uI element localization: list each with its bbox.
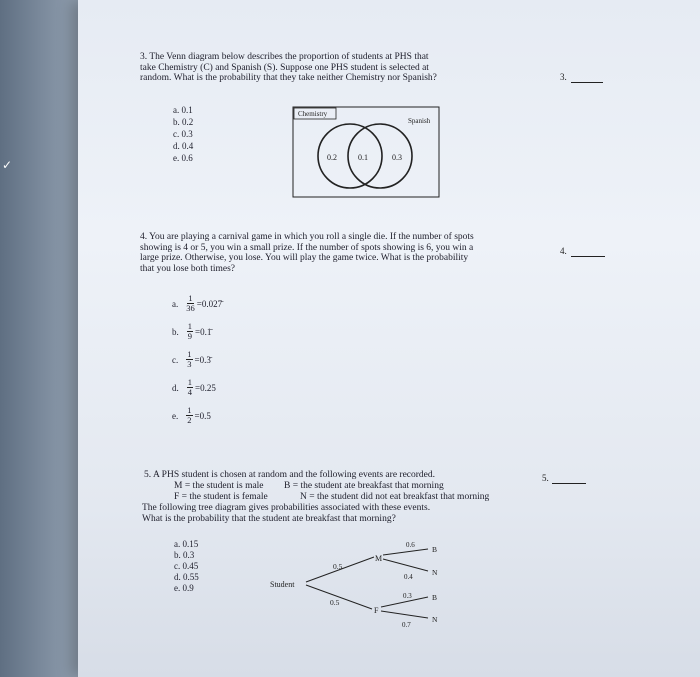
tree-prob-f-n: 0.7 [402,621,411,629]
q5-def-no-breakfast: N = the student did not eat breakfast that morning [300,492,490,502]
tree-branch-m-b [383,549,428,555]
q4-option-c[interactable] [172,350,211,369]
tree-leaf-f-n: N [432,615,438,624]
q4-option-c-fraction: $\frac{1}{3}$ [187,349,192,369]
q4-option-d-value: =0.25 [195,382,216,393]
tree-branch-f-n [381,611,428,618]
tree-prob-m-b: 0.6 [406,541,415,549]
tree-prob-male: 0.5 [333,562,343,571]
q5-prompt-2: The following tree diagram gives probabilities associated with these events. What is the probability that the student ate breakfast that morning? [142,503,431,524]
q4-option-e-value: =0.5 [194,410,211,421]
q3-option-b[interactable]: b. 0.2 [173,117,194,127]
q5-prompt: 5. A PHS student is chosen at random and the following events are recorded. [144,470,436,480]
q4-option-a-fraction: $\frac{1}{36}$ [186,293,195,313]
q4-option-d[interactable] [172,378,216,397]
q3-answer-number: 3. [560,72,567,82]
q5-option-e[interactable]: e. 0.9 [174,583,194,593]
q4-option-b-value: =0.1̄ [195,326,212,337]
q4-prompt: 4. You are playing a carnival game in which you roll a single die. If the number of spots showing is 4 or 5, you win a small prize. If the number of spots showing is 6, you win a large prize. Otherwise, you lose. You will play the game twice. What is the probability that you lose both times? [140,232,474,274]
q4-answer-number: 4. [560,246,567,256]
q4-answer-blank[interactable] [571,256,605,257]
q5-option-d[interactable]: d. 0.55 [174,572,199,582]
q4-option-d-letter: d. [172,382,179,393]
q5-def-female: F = the student is female [174,492,268,502]
q4-option-e-fraction: $\frac{1}{2}$ [187,405,192,425]
tree-node-female: F [374,606,379,615]
venn-label-chemistry: Chemistry [298,110,328,118]
tree-prob-f-b: 0.3 [403,592,412,600]
tree-node-male: M [375,554,383,563]
venn-diagram [292,106,442,200]
tree-prob-female: 0.5 [330,598,340,607]
q3-option-c[interactable]: c. 0.3 [173,129,193,139]
q4-option-b-letter: b. [172,326,179,337]
q5-answer-number: 5. [542,473,549,483]
venn-label-spanish: Spanish [408,117,431,125]
q4-option-a[interactable] [172,294,222,313]
q5-answer-blank[interactable] [552,483,586,484]
venn-value-only-spanish: 0.3 [392,153,402,162]
q3-option-d[interactable]: d. 0.4 [173,141,194,151]
tree-leaf-f-b: B [432,593,438,602]
q4-option-b[interactable] [172,322,211,341]
q3-prompt: 3. The Venn diagram below describes the proportion of students at PHS that take Chemistry (C) and Spanish (S). Suppose one PHS student is selected at random. What is the probability that they take neither Chemistry nor Spanish? [140,52,437,83]
tree-prob-m-n: 0.4 [404,573,413,581]
q4-option-b-fraction: $\frac{1}{9}$ [187,321,192,341]
tree-leaf-m-n: N [432,568,438,577]
q5-option-b[interactable]: b. 0.3 [174,550,195,560]
q5-options [174,539,199,594]
q5-option-c[interactable]: c. 0.45 [174,561,199,571]
q3-options [173,104,193,164]
q4-option-d-fraction: $\frac{1}{4}$ [187,377,192,397]
q4-option-c-value: =0.3̄ [194,354,211,365]
tree-root-student: Student [270,580,295,589]
tree-branch-m-n [383,559,428,571]
tree-diagram [268,535,458,630]
q4-option-e-letter: e. [172,410,179,421]
q5-def-breakfast: B = the student ate breakfast that morning [284,481,444,491]
q5-option-a[interactable]: a. 0.15 [174,539,199,549]
q4-option-e[interactable] [172,406,211,425]
q3-answer-blank[interactable] [571,82,603,83]
q4-option-a-value: =0.027̄ [196,298,223,309]
q3-option-e[interactable]: e. 0.6 [173,153,193,163]
q3-option-a[interactable]: a. 0.1 [173,105,193,115]
worksheet-page [78,0,700,677]
tree-leaf-m-b: B [432,545,438,554]
q5-def-male: M = the student is male [174,481,264,491]
venn-value-only-chemistry: 0.2 [327,153,337,162]
q4-option-a-letter: a. [172,298,179,309]
venn-value-both: 0.1 [358,153,368,162]
q4-option-c-letter: c. [172,354,179,365]
checkmark-mark-side: ✓ [2,158,13,172]
